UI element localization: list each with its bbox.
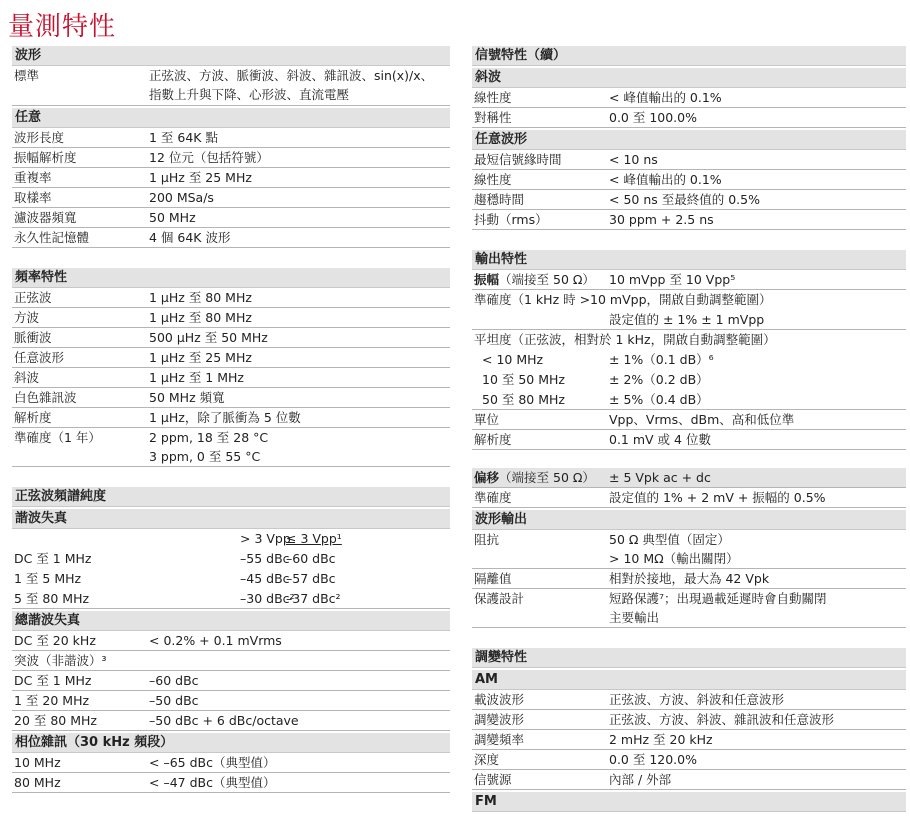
spec-label: 20 至 80 MHz [14,713,97,728]
spec-label [474,270,595,289]
spec-row [472,770,906,790]
spec-value: –60 dBc [149,673,199,688]
spec-value: 內部 / 外部 [609,772,672,787]
spec-row [472,108,906,128]
harmonic-value-low: –57 dBc [286,571,336,586]
subsection-header-wave-output: 波形輸出 [472,510,906,530]
col-header-high: > 3 Vpp [240,531,291,546]
harmonic-value-high: –30 dBc² [240,591,295,606]
spec-row [472,290,906,310]
spec-value: 短路保護⁷；出現過載延遲時會自動關閉 主要輸出 [609,591,827,625]
spec-label: 方波 [14,310,40,325]
spec-value: 正弦波、方波、斜波和任意波形 [609,692,785,707]
spec-label: 永久性記憶體 [14,230,90,245]
modulation-rows [472,690,906,790]
spec-value: 50 MHz [149,210,196,225]
offset-label: 偏移 [474,470,500,485]
flatness-rows [472,350,906,410]
spec-label: 平坦度（正弦波，相對於 1 kHz，開啟自動調整範圍） [474,332,776,347]
spec-value: 1 µHz 至 80 MHz [149,310,252,325]
section-header-purity: 正弦波頻譜純度 [12,487,450,507]
spec-label: 載波波形 [474,692,525,707]
spec-row [472,390,906,410]
spurious-label: 突波（非諧波）³ [14,653,107,668]
harmonic-row [12,589,450,609]
spec-row [12,651,450,671]
spec-row [12,368,450,388]
spec-label: 線性度 [474,172,512,187]
col-header-low: ≤ 3 Vpp¹ [286,531,342,546]
spec-row [472,190,906,210]
spec-value: ± 2%（0.2 dB） [609,372,709,387]
ramp-rows [472,88,906,128]
spec-value: 相對於接地，最大為 42 Vpk [609,571,770,586]
spec-row [12,388,450,408]
spec-value: 2 mHz 至 20 kHz [609,732,713,747]
spec-row [12,328,450,348]
spec-row [472,468,906,488]
spec-label: 1 至 20 MHz [14,693,90,708]
phase-noise-rows [12,753,450,793]
spec-label: 抖動（rms） [474,212,548,227]
spec-value: 0.0 至 100.0% [609,110,697,125]
spec-value: < 50 ns 至最終值的 0.5% [609,192,760,207]
section-header-waveforms: 波形 [12,46,450,66]
spec-value: 1 µHz 至 25 MHz [149,350,252,365]
spec-value: –50 dBc + 6 dBc/octave [149,713,299,728]
spec-row [472,310,906,330]
subsection-header-ramp: 斜波 [472,68,906,88]
harmonic-column-headers [12,529,450,549]
spec-label: 單位 [474,412,500,427]
spec-value: 10 mVpp 至 10 Vpp⁵ [609,272,736,287]
spec-row [12,671,450,691]
arb-wave-rows [472,150,906,230]
spec-row [472,210,906,230]
spec-label: 解析度 [474,432,512,447]
spec-row [472,569,906,589]
spec-value: 1 µHz，除了脈衝為 5 位數 [149,410,301,425]
harmonic-row [12,569,450,589]
spec-value: < 峰值輸出的 0.1% [609,90,722,105]
spec-label: 10 至 50 MHz [482,372,565,387]
spec-row [12,753,450,773]
spec-row [12,148,450,168]
spec-label: 濾波器頻寬 [14,210,77,225]
spec-label: 最短信號緣時間 [474,152,562,167]
spec-label: 10 MHz [14,755,61,770]
spec-value: ± 5%（0.4 dB） [609,392,709,407]
harmonic-value-low: –37 dBc² [286,591,341,606]
spec-row [472,350,906,370]
spec-value: < 10 ns [609,152,658,167]
harmonic-rows [12,549,450,609]
spec-row [472,88,906,108]
spec-label: 斜波 [14,370,40,385]
section-header-signal [472,46,906,66]
subsection-header-am: AM [472,670,906,690]
spec-row [12,348,450,368]
spec-label: 50 至 80 MHz [482,392,565,407]
spec-label: 振幅解析度 [14,150,77,165]
spec-row [472,370,906,390]
section-header-frequency: 頻率特性 [12,268,450,288]
spec-label: DC 至 20 kHz [14,633,96,648]
signal-header-text: 信號特性（續） [475,48,567,63]
spec-row [12,288,450,308]
output-rows [472,410,906,450]
spec-label: 線性度 [474,90,512,105]
spec-label: 調變頻率 [474,732,525,747]
spec-label: 正弦波 [14,290,52,305]
spec-row [472,150,906,170]
spec-row [472,690,906,710]
spec-label: 深度 [474,752,500,767]
spec-value: 4 個 64K 波形 [149,230,231,245]
harmonic-value-low: –60 dBc [286,551,336,566]
spec-value: 0.0 至 120.0% [609,752,697,767]
spec-row [12,308,450,328]
spec-row [472,710,906,730]
spec-row [472,410,906,430]
spec-value: 12 位元（包括符號） [149,150,269,165]
waveform-rows [12,128,450,248]
spec-row [12,228,450,248]
spec-label: 波形長度 [14,130,65,145]
spec-value: 30 ppm + 2.5 ns [609,212,714,227]
frequency-rows [12,288,450,467]
spec-label: 信號源 [474,772,512,787]
spec-value: 設定值的 1% + 2 mV + 振幅的 0.5% [609,490,826,505]
left-column [12,44,450,793]
spec-row [472,430,906,450]
spec-label: 脈衝波 [14,330,52,345]
spec-value: < 0.2% + 0.1 mVrms [149,633,282,648]
subsection-header-thd: 總諧波失真 [12,611,450,631]
spec-label: 白色雜訊波 [14,390,77,405]
spec-row [472,750,906,770]
spec-value: < –47 dBc（典型值） [149,775,276,790]
spec-value: < –65 dBc（典型值） [149,755,276,770]
offset-suffix: （端接至 50 Ω） [499,470,595,485]
spec-label: 取樣率 [14,190,52,205]
spec-value: ± 1%（0.1 dB）⁶ [609,352,714,367]
spec-value: 1 µHz 至 25 MHz [149,170,252,185]
spec-row [472,270,906,290]
spec-row [12,408,450,428]
amp-suffix: （端接至 50 Ω） [499,272,595,287]
spec-label: < 10 MHz [482,352,544,367]
harmonic-row [12,549,450,569]
harmonic-value-high: –45 dBc [240,571,290,586]
spec-label: 標準 [14,68,40,83]
spec-row [12,631,450,651]
spec-label: 準確度 [474,490,512,505]
spec-row [12,711,450,731]
subsection-header-fm: FM [472,792,906,812]
spec-label: 準確度（1 kHz 時 >10 mVpp，開啟自動調整範圍） [474,292,772,307]
spec-label: 1 至 5 MHz [14,571,82,586]
spec-value: ± 5 Vpk ac + dc [609,470,711,485]
spec-row [472,530,906,569]
spec-value: 2 ppm, 18 至 28 °C 3 ppm, 0 至 55 °C [149,430,269,464]
spec-label: DC 至 1 MHz [14,551,92,566]
spec-label [474,468,595,487]
spec-label: 任意波形 [14,350,65,365]
amp-label: 振幅 [474,272,500,287]
spec-row [12,773,450,793]
subsection-header-arb: 任意 [12,108,450,128]
page-title: 量測特性 [8,12,117,42]
spec-label: DC 至 1 MHz [14,673,92,688]
spec-row [472,488,906,508]
spec-row [12,208,450,228]
spec-value: 500 µHz 至 50 MHz [149,330,268,345]
spec-value: –50 dBc [149,693,199,708]
spec-value: 1 µHz 至 1 MHz [149,370,244,385]
spec-value: 50 Ω 典型值（固定） > 10 MΩ（輸出關閉） [609,532,739,566]
spec-row [12,188,450,208]
spec-label: 對稱性 [474,110,512,125]
spec-label: 保護設計 [474,591,525,606]
spec-label: 阻抗 [474,532,500,547]
subsection-header-phase-noise: 相位雜訊（30 kHz 頻段） [12,733,450,753]
harmonic-value-high: –55 dBc [240,551,290,566]
spec-label: 解析度 [14,410,52,425]
spec-label: 調變波形 [474,712,525,727]
spec-value: 0.1 mV 或 4 位數 [609,432,711,447]
spec-row [472,730,906,750]
spec-value: Vpp、Vrms、dBm、高和低位準 [609,412,795,427]
spec-row [472,170,906,190]
spec-row [472,330,906,350]
spec-value: 1 µHz 至 80 MHz [149,290,252,305]
spec-value: 50 MHz 頻寬 [149,390,225,405]
section-header-output: 輸出特性 [472,250,906,270]
spec-value: 正弦波、方波、斜波、雜訊波和任意波形 [609,712,835,727]
spec-row [12,66,450,106]
spec-row [12,168,450,188]
spec-label: 趨穩時間 [474,192,525,207]
spec-label: 80 MHz [14,775,61,790]
spec-value: 1 至 64K 點 [149,130,218,145]
spurious-rows [12,671,450,731]
spec-row [12,128,450,148]
spec-row [472,589,906,628]
spec-label: 隔離值 [474,571,512,586]
right-column [472,44,906,812]
spec-label: 5 至 80 MHz [14,591,90,606]
spec-label: 重複率 [14,170,52,185]
subsection-header-arb-wave: 任意波形 [472,130,906,150]
spec-row [12,428,450,467]
spec-value: 200 MSa/s [149,190,214,205]
spec-value: < 峰值輸出的 0.1% [609,172,722,187]
section-header-modulation: 調變特性 [472,648,906,668]
spec-label: 準確度（1 年） [14,430,101,445]
subsection-header-harmonic: 諧波失真 [12,509,450,529]
spec-row [12,691,450,711]
spec-value: 設定值的 ± 1% ± 1 mVpp [609,312,765,327]
spec-value: 正弦波、方波、脈衝波、斜波、雜訊波、sin(x)/x、 指數上升與下降、心形波、直流電壓 [149,68,434,102]
